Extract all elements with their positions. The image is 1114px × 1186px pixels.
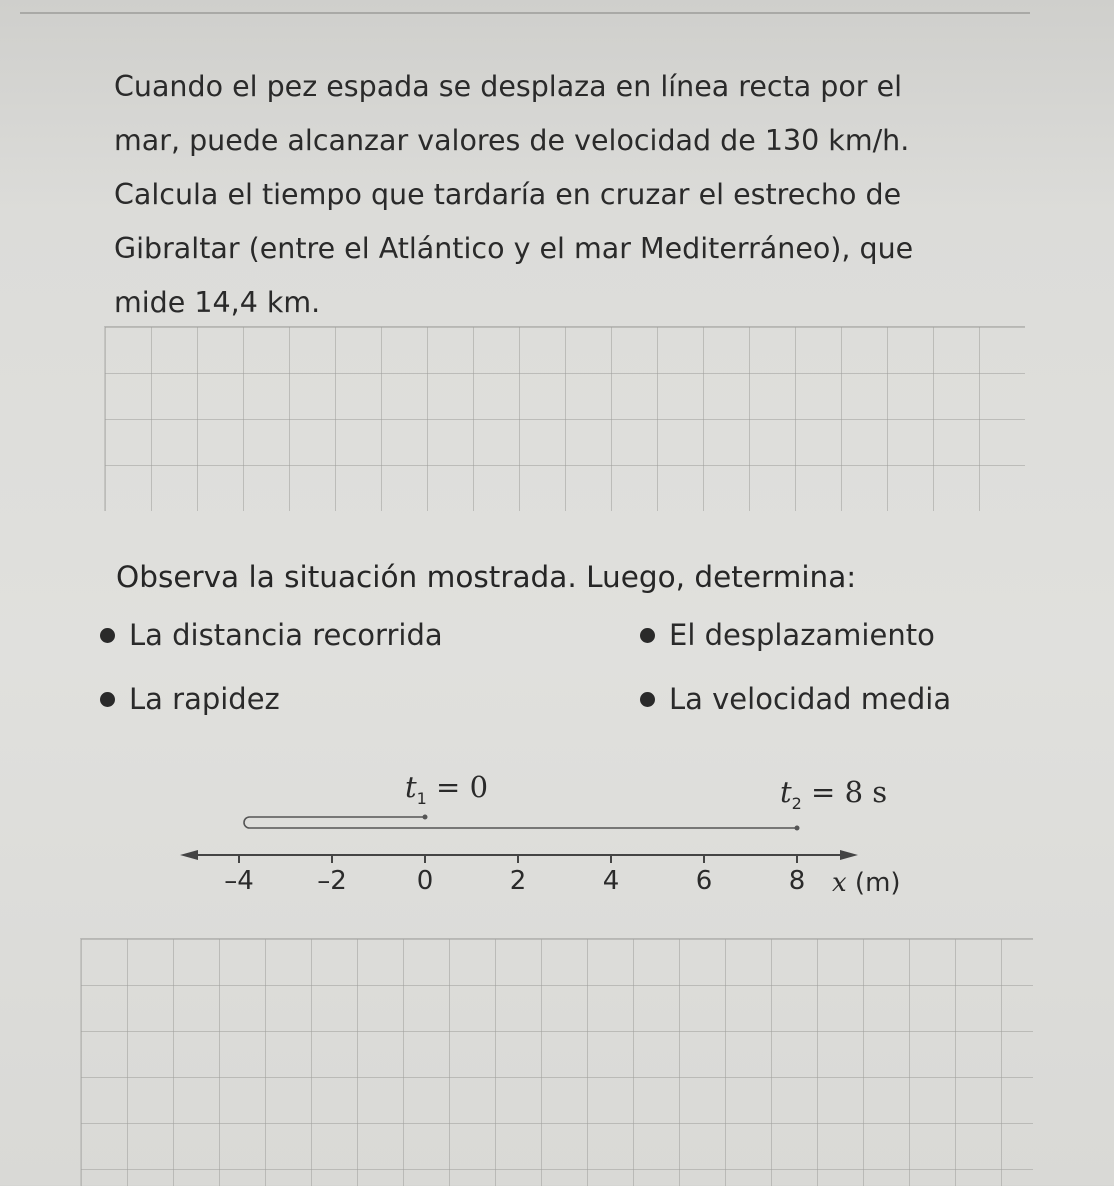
x-axis-unit: [832, 868, 901, 898]
axis-right-arrow-icon: [840, 850, 858, 860]
problem-1-line: Cuando el pez espada se desplaza en línea recta por el: [114, 70, 903, 103]
axis-tick-label: 2: [509, 866, 527, 896]
problem-2-title: Observa la situación mostrada. Luego, determina:: [116, 560, 857, 594]
problem-1-line: Calcula el tiempo que tardaría en cruzar el estrecho de: [114, 178, 902, 211]
axis-tick-label: 6: [695, 866, 713, 896]
t1-value: = 0: [426, 770, 489, 804]
axis-tick-label: 0: [416, 866, 434, 896]
bullet-item: [640, 618, 935, 652]
t2-var: t: [780, 775, 792, 809]
start-point: [423, 815, 428, 820]
end-point: [795, 826, 800, 831]
motion-diagram: [0, 800, 1114, 870]
problem-1-line: mar, puede alcanzar valores de velocidad de 130 km/h.: [114, 124, 910, 157]
answer-grid-1[interactable]: [104, 326, 1025, 511]
motion-path: [244, 817, 797, 828]
t1-sub: 1: [416, 788, 427, 808]
bullet-label: La distancia recorrida: [129, 618, 443, 652]
top-rule: [20, 12, 1030, 14]
bullet-dot-icon: [100, 628, 115, 643]
t2-sub: 2: [791, 793, 802, 813]
axis-tick-label: 4: [602, 866, 620, 896]
bullet-item: [100, 682, 280, 716]
answer-grid-2[interactable]: [80, 938, 1033, 1186]
x-axis-var: x: [832, 868, 847, 898]
bullet-label: La velocidad media: [669, 682, 952, 716]
problem-1-text: [114, 60, 1014, 330]
bullet-dot-icon: [640, 628, 655, 643]
problem-1-line: Gibraltar (entre el Atlántico y el mar Mediterráneo), que: [114, 232, 914, 265]
bullet-item: [100, 618, 443, 652]
t2-value: = 8 s: [801, 775, 888, 809]
problem-1-line: mide 14,4 km.: [114, 286, 321, 319]
x-axis-unit-text: (m): [846, 868, 901, 898]
bullet-dot-icon: [100, 692, 115, 707]
bullet-dot-icon: [640, 692, 655, 707]
bullet-label: El desplazamiento: [669, 618, 935, 652]
axis-tick-label: –4: [224, 866, 254, 896]
problem-2-bullets: [100, 618, 1000, 728]
axis-tick-label: –2: [317, 866, 347, 896]
bullet-label: La rapidez: [129, 682, 280, 716]
t1-var: t: [405, 770, 417, 804]
axis-left-arrow-icon: [180, 850, 198, 860]
axis-tick-label: 8: [788, 866, 806, 896]
bullet-item: [640, 682, 951, 716]
